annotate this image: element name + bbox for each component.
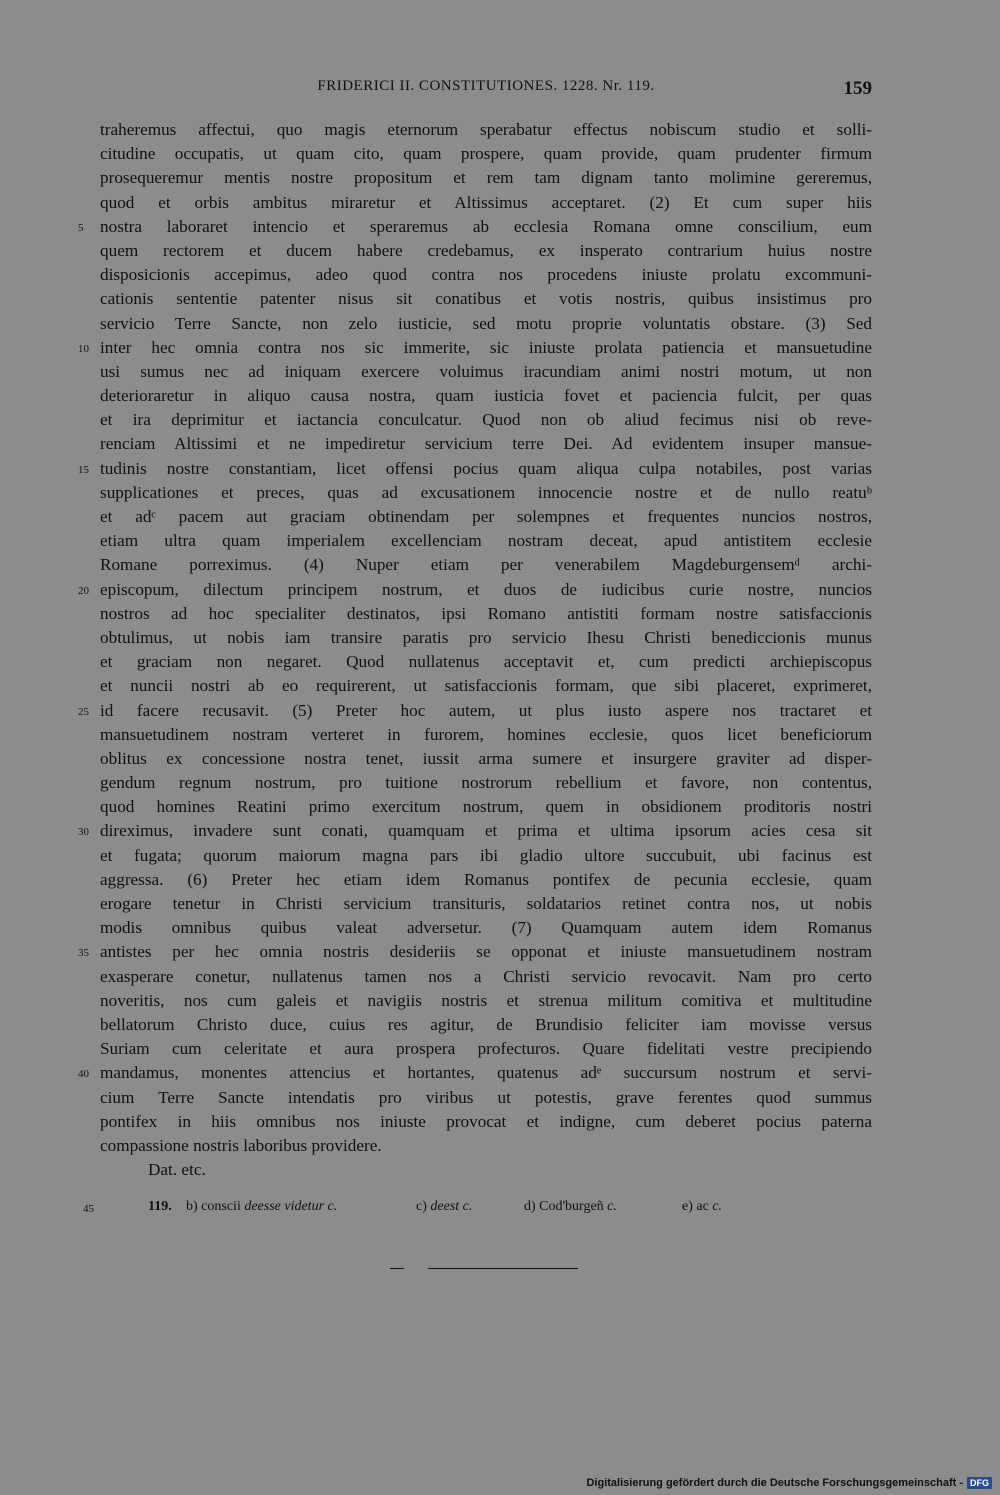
line-text: compassione nostris laboribus providere. [100,1135,382,1155]
page-header [100,78,872,104]
text-line [100,239,872,263]
text-line [100,965,872,989]
text-line [100,626,872,650]
line-text: Romane porreximus. (4) Nuper etiam per venerabilem Magdeburgensemᵈ archi- [100,555,872,575]
line-text: direximus, invadere sunt conati, quamquam et prima et ultima ipsorum acies cesa sit [100,821,872,841]
line-number: 20 [78,584,89,597]
line-text: episcopum, dilectum principem nostrum, et duos de iudicibus curie nostre, nuncios [100,579,872,599]
footnote-mark: b) [186,1199,198,1214]
text-line [100,1158,872,1182]
text-line [100,142,872,166]
document-body [78,118,872,1182]
text-line [100,553,872,577]
page-footer [586,1475,992,1491]
text-line [100,844,872,868]
text-line [78,1061,872,1085]
text-line [78,457,872,481]
text-line [78,819,872,843]
line-text: renciam Altissimi et ne impediretur servicium terre Dei. Ad evidentem insuper mansue- [100,434,872,454]
text-line [78,578,872,602]
line-text: et adᶜ pacem aut graciam obtinendam per solempnes et frequentes nuncios nostros, [100,507,872,526]
text-line [100,989,872,1013]
footnote-d [524,1199,617,1215]
text-line [100,529,872,553]
line-number: 30 [78,826,89,839]
footnote-mark: d) [524,1199,536,1214]
line-text: et nuncii nostri ab eo requirerent, ut satisfaccionis formam, que sibi placeret, exprimeret, [100,676,872,696]
footnote-note: c. [712,1199,723,1214]
line-text: nostros ad hoc specialiter destinatos, ipsi Romano antistiti formam nostre satisfaccionis [100,603,872,623]
line-text: cium Terre Sancte intendatis pro viribus ut potestis, grave ferentes quod summus [100,1087,872,1107]
line-text: deterioraretur in aliquo causa nostra, quam iusticia fovet et paciencia fulcit, per quas [100,386,872,406]
text-line [100,287,872,311]
line-number: 40 [78,1068,89,1081]
text-line [100,916,872,940]
line-number: 35 [78,947,89,960]
text-line [100,312,872,336]
text-line [78,336,872,360]
text-line [78,940,872,964]
footnote-note: deesse videtur c. [244,1199,338,1214]
line-text: quem rectorem et ducem habere credebamus, ex insperato contrarium huius nostre [100,240,872,260]
line-text: inter hec omnia contra nos sic immerite, sic iniuste prolata patiencia et mansuetudine [100,337,872,357]
line-text: usi sumus nec ad iniquam exercere voluimus iracundiam animi nostri motum, ut non [100,361,872,381]
footnote-mark: c) [416,1199,427,1214]
footnote-e [682,1199,722,1215]
text-line [100,432,872,456]
text-line [100,747,872,771]
line-number: 25 [78,705,89,718]
footnote-text: Cod'burgeñ [539,1199,604,1214]
line-text: pontifex in hiis omnibus nos iniuste provocat et indigne, cum deberet pocius paterna [100,1111,872,1131]
line-text: quod et orbis ambitus miraretur et Altissimus acceptaret. (2) Et cum super hiis [100,192,872,212]
text-line [100,723,872,747]
text-line [100,795,872,819]
footnote-line-number: 45 [83,1203,94,1215]
footnote-note: deest c. [430,1199,473,1214]
divider-short [390,1268,404,1269]
line-text: oblitus ex concessione nostra tenet, iussit arma sumere et insurgere graviter ad disper- [100,748,872,768]
line-text: prosequeremur mentis nostre propositum et rem tam dignam tanto molimine gereremus, [100,168,872,188]
text-line [100,650,872,674]
page-number: 159 [843,78,872,99]
text-line [100,868,872,892]
text-line [100,1086,872,1110]
line-text: id facere recusavit. (5) Preter hoc autem, ut plus iusto aspere nos tractaret et [100,700,872,720]
line-text: citudine occupatis, ut quam cito, quam prospere, quam provide, quam prudenter firmum [100,144,872,164]
line-text: mansuetudinem nostram verteret in furorem, homines ecclesie, quos licet beneficiorum [100,724,872,744]
text-line [100,1110,872,1134]
line-text: aggressa. (6) Preter hec etiam idem Romanus pontifex de pecunia ecclesie, quam [100,869,872,889]
text-line [100,1134,872,1158]
line-text: noveritis, nos cum galeis et navigiis nostris et strenua militum comitiva et multitudine [100,990,872,1010]
divider-long [428,1268,578,1269]
text-line [100,408,872,432]
text-line [100,602,872,626]
line-text: et fugata; quorum maiorum magna pars ibi gladio ultore succubuit, ubi facinus est [100,845,872,865]
line-number: 10 [78,342,89,355]
line-text: et graciam non negaret. Quod nullatenus acceptavit et, cum predicti archiepiscopus [100,652,872,672]
line-text: antistes per hec omnia nostris desideriis se opponat et iniuste mansuetudinem nostram [100,942,872,962]
text-line [100,1013,872,1037]
line-text: Suriam cum celeritate et aura prospera profecturos. Quare fidelitati vestre precipiendo [100,1039,872,1059]
line-text: nostra laboraret intencio et speraremus ab ecclesia Romana omne conscilium, eum [100,216,872,236]
line-text: erogare tenetur in Christi servicium transituris, soldatarios retinet contra nos, ut nobis [100,894,872,913]
text-line [100,263,872,287]
text-line [100,771,872,795]
text-line [100,1037,872,1061]
running-head: FRIDERICI II. CONSTITUTIONES. 1228. Nr. 119. [317,78,655,94]
line-text: gendum regnum nostrum, pro tuitione nostrorum rebellium et favore, non contentus, [100,773,872,793]
footnote-text: conscii [201,1199,241,1214]
line-text: servicio Terre Sancte, non zelo iusticie, sed motu proprie voluntatis obstare. (3) Sed [100,313,872,333]
line-text: cationis sententie patenter nisus sit conatibus et votis nostris, quibus insistimus pro [100,289,872,309]
line-text: mandamus, monentes attencius et hortantes, quatenus adᵉ succursum nostrum et servi- [100,1063,872,1083]
line-text: supplicationes et preces, quas ad excusationem innocencie nostre et de nullo reatuᵇ [100,482,872,502]
text-line [100,674,872,698]
text-line [78,699,872,723]
dfg-logo: DFG [967,1477,992,1489]
footnote-note: c. [607,1199,617,1214]
line-text: obtulimus, ut nobis iam transire paratis pro servicio Ihesu Christi benediccionis munus [100,627,872,647]
line-text: modis omnibus quibus valeat adversetur. (7) Quamquam autem idem Romanus [100,918,872,938]
text-line [100,191,872,215]
line-text: traheremus affectui, quo magis eternorum sperabatur effectus nobiscum studio et solli- [100,120,872,139]
text-line [100,892,872,916]
text-line [100,166,872,190]
footnote-doc-number: 119. [148,1199,172,1214]
line-number: 15 [78,463,89,476]
line-text: quod homines Reatini primo exercitum nostrum, quem in obsidionem proditoris nostri [100,797,872,817]
text-line [100,481,872,505]
footer-credit: Digitalisierung gefördert durch die Deutsche Forschungsgemeinschaft - [586,1477,963,1489]
line-text: tudinis nostre constantiam, licet offensi pocius quam aliqua culpa notabiles, post varias [100,458,872,478]
footnotes [83,1199,872,1221]
text-line [100,505,872,529]
footnote-text: ac [696,1199,709,1214]
text-line [100,360,872,384]
line-text: exasperare conetur, nullatenus tamen nos a Christi servicio revocavit. Nam pro certo [100,966,872,986]
text-line [78,215,872,239]
line-text: etiam ultra quam imperialem excellenciam nostram deceat, apud antistitem ecclesie [100,531,872,551]
line-number: 5 [78,221,84,234]
line-text: Dat. etc. [148,1160,206,1180]
line-text: disposicionis accepimus, adeo quod contra nos procedens iniuste prolatu excommuni- [100,265,872,285]
text-line [100,118,872,142]
footnote-b [186,1199,337,1215]
text-line [100,384,872,408]
footnote-c [416,1199,472,1215]
line-text: bellatorum Christo duce, cuius res agitur, de Brundisio feliciter iam movisse versus [100,1014,872,1034]
line-text: et ira deprimitur et iactancia conculcatur. Quod non ob aliud fecimus nisi ob reve- [100,410,872,430]
footnote-mark: e) [682,1199,693,1214]
